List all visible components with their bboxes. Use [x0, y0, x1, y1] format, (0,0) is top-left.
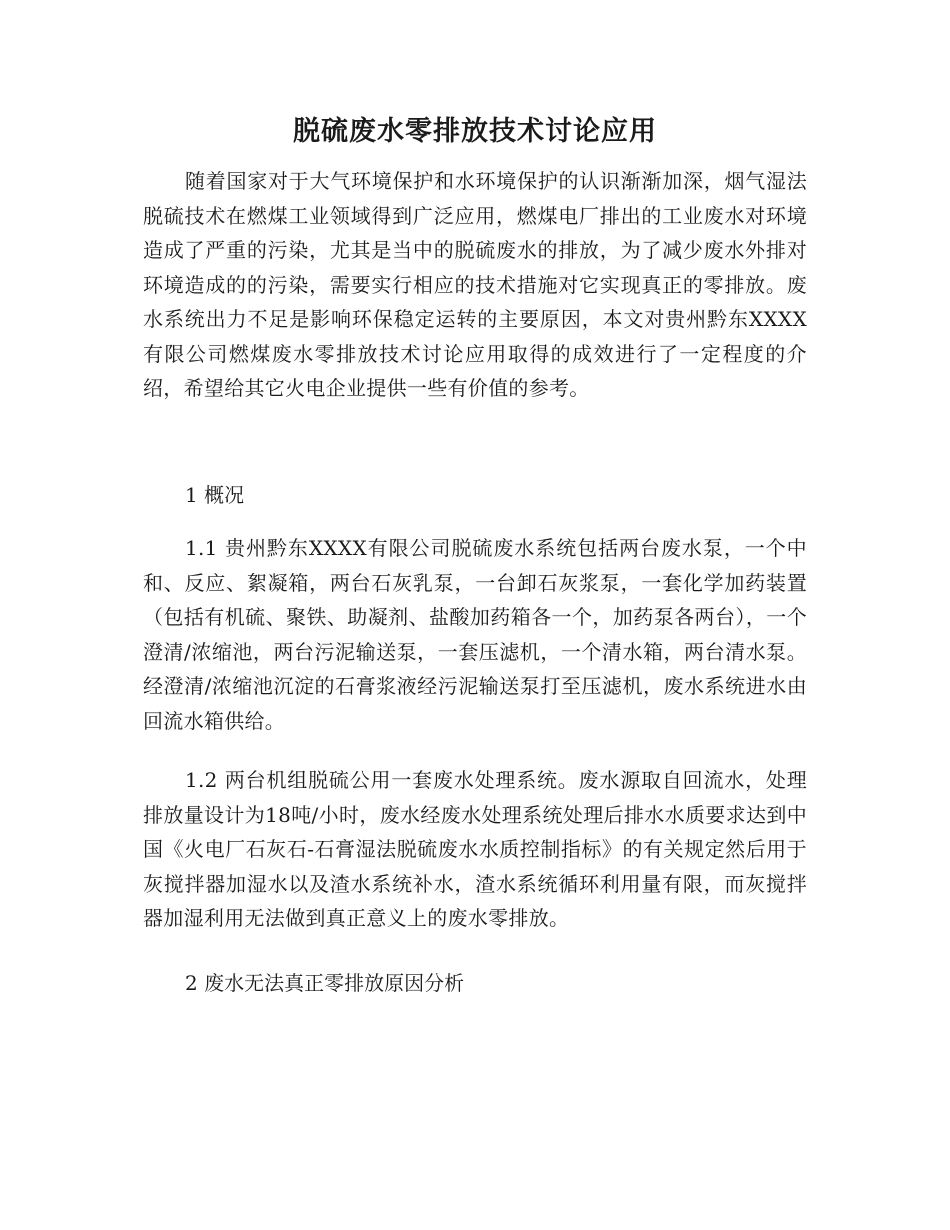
- document-title: 脱硫废水零排放技术讨论应用: [293, 116, 657, 147]
- section-heading-overview: 1 概况: [185, 483, 245, 507]
- paragraph-1-1: 1.1 贵州黔东XXXX有限公司脱硫废水系统包括两台废水泵，一个中和、反应、絮凝箱，两台石灰乳泵，一台卸石灰浆泵，一套化学加药装置（包括有机硫、聚铁、助凝剂、盐酸加药箱各一个，加药泵各两台），一个澄清/浓缩池，两台污泥输送泵，一套压滤机，一个清水箱，两台清水泵。经澄清/浓缩池沉淀的石膏浆液经污泥输送泵打至压滤机，废水系统进水由回流水箱供给。: [143, 536, 807, 733]
- section-heading-cause-analysis: 2 废水无法真正零排放原因分析: [185, 971, 465, 995]
- paragraph-1-2: 1.2 两台机组脱硫公用一套废水处理系统。废水源取自回流水，处理排放量设计为18吨/小时，废水经废水处理系统处理后排水水质要求达到中国《火电厂石灰石-石膏湿法脱硫废水水质控制指标》的有关规定然后用于灰搅拌器加湿水以及渣水系统补水，渣水系统循环利用量有限，而灰搅拌器加湿利用无法做到真正意义上的废水零排放。: [143, 768, 807, 930]
- intro-paragraph: 随着国家对于大气环境保护和水环境保护的认识渐渐加深，烟气湿法脱硫技术在燃煤工业领域得到广泛应用，燃煤电厂排出的工业废水对环境造成了严重的污染，尤其是当中的脱硫废水的排放，为了减少废水外排对环境造成的的污染，需要实行相应的技术措施对它实现真正的零排放。废水系统出力不足是影响环保稳定运转的主要原因，本文对贵州黔东XXXX有限公司燃煤废水零排放技术讨论应用取得的成效进行了一定程度的介绍，希望给其它火电企业提供一些有价值的参考。: [143, 169, 807, 400]
